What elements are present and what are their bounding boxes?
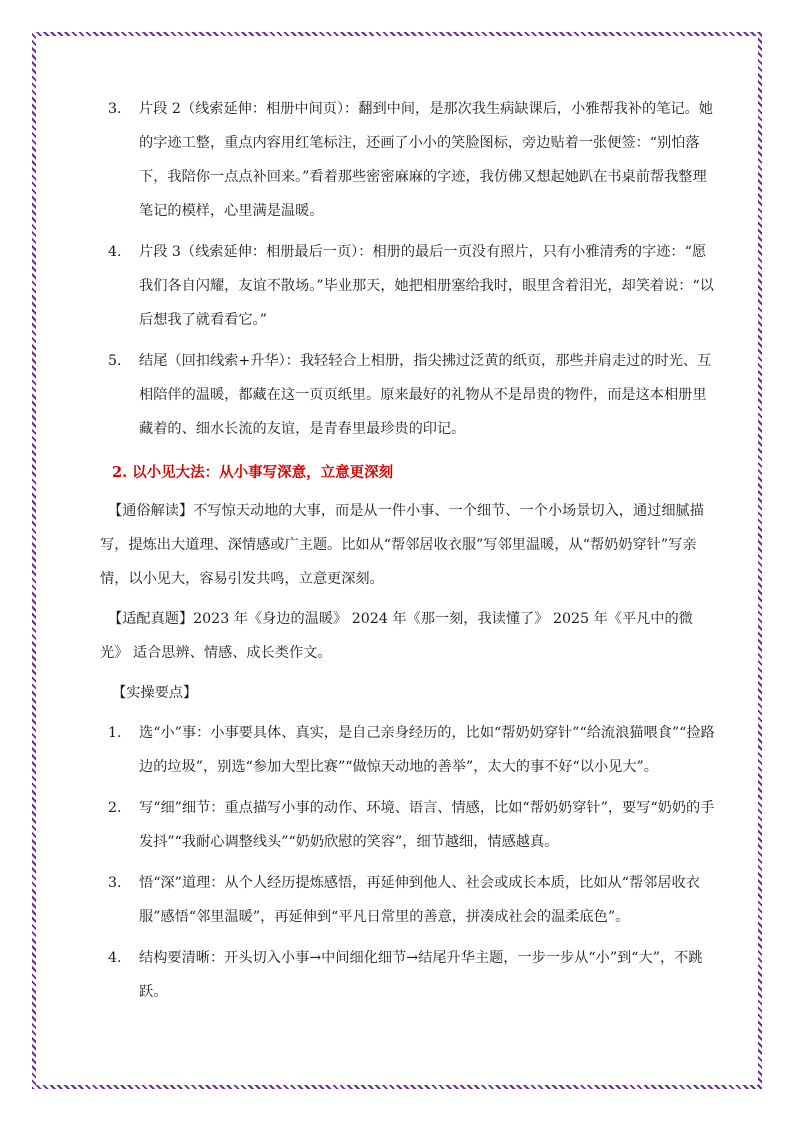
item-number: 1. (108, 725, 122, 741)
list-item (108, 344, 720, 446)
list-item (108, 866, 720, 934)
explanation-paragraph: 【通俗解读】不写惊天动地的大事，而是从一件小事、一个细节、一个小场景切入，通过细腻描写，提炼出大道理、深情感或广主题。比如从“帮邻居收衣服”写邻里温暖，从“帮奶奶穿针”写亲情，以小见大，容易引发共鸣，立意更深刻。 (100, 503, 704, 587)
list-item (108, 791, 720, 859)
item-text: 选“小”事：小事要具体、真实，是自己亲身经历的，比如“帮奶奶穿针”“给流浪猫喂食”“捡路边的垃圾”，别选“参加大型比赛”“做惊天动地的善举”，太大的事不好“以小见大”。 (139, 725, 715, 775)
item-text: 悟“深”道理：从个人经历提炼感悟，再延伸到他人、社会或成长本质，比如从“帮邻居收衣服”感悟“邻里温暖”，再延伸到“平凡日常里的善意，拼凑成社会的温柔底色”。 (139, 875, 700, 925)
list-item (108, 235, 720, 337)
points-list (108, 716, 720, 1009)
item-text: 写“细”细节：重点描写小事的动作、环境、语言、情感，比如“帮奶奶穿针”，要写“奶奶的手发抖”“我耐心调整线头”“奶奶欣慰的笑容”，细节越细，情感越真。 (139, 800, 715, 850)
item-number: 3. (108, 101, 122, 117)
item-number: 3. (108, 875, 122, 891)
outline-list (108, 92, 720, 446)
document-body (100, 92, 720, 1016)
item-number: 2. (108, 800, 122, 816)
item-number: 4. (108, 244, 122, 260)
item-text: 结构要清晰：开头切入小事→中间细化细节→结尾升华主题，一步一步从“小”到“大”，不跳跃。 (139, 950, 703, 1000)
exam-paragraph: 【适配真题】2023 年《身边的温暖》 2024 年《那一刻，我读懂了》 2025 年《平凡中的微光》 适合思辨、情感、成长类作文。 (100, 611, 693, 661)
item-text: 片段 2（线索延伸：相册中间页）：翻到中间，是那次我生病缺课后，小雅帮我补的笔记。她的字迹工整，重点内容用红笔标注，还画了小小的笑脸图标，旁边贴着一张便签：“别怕落下，我陪你一点点补回来。”看着那些密密麻麻的字迹，我仿佛又想起她趴在书桌前帮我整理笔记的模样，心里满是温暖。 (139, 101, 713, 219)
list-item (108, 92, 720, 228)
list-item (108, 941, 720, 1009)
item-number: 5. (108, 353, 122, 369)
points-label: 【实操要点】 (112, 685, 198, 701)
item-number: 4. (108, 950, 122, 966)
list-item (108, 716, 720, 784)
item-text: 结尾（回扣线索+升华）：我轻轻合上相册，指尖拂过泛黄的纸页，那些并肩走过的时光、互相陪伴的温暖，都藏在这一页页纸里。原来最好的礼物从不是昂贵的物件，而是这本相册里藏着的、细水长流的友谊，是青春里最珍贵的印记。 (139, 353, 712, 437)
item-text: 片段 3（线索延伸：相册最后一页）：相册的最后一页没有照片，只有小雅清秀的字迹：“愿我们各自闪耀，友谊不散场。”毕业那天，她把相册塞给我时，眼里含着泪光，却笑着说：“以后想我了就看看它。” (139, 244, 714, 328)
section-heading: 2. 以小见大法：从小事写深意，立意更深刻 (112, 464, 394, 481)
